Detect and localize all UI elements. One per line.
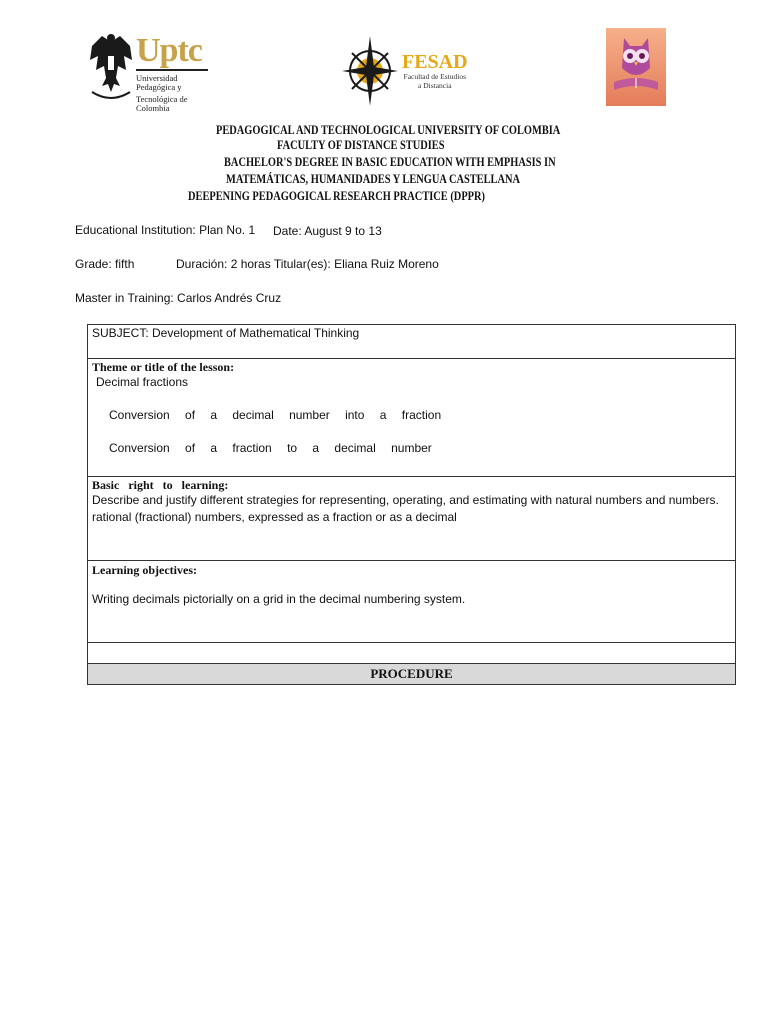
fesad-wordmark: FESAD xyxy=(402,51,468,73)
practice-title: DEEPENING PEDAGOGICAL RESEARCH PRACTICE (DPPR) xyxy=(188,188,485,203)
fesad-subtitle-2: a Distancia xyxy=(418,81,452,90)
basic-right-line-2: rational (fractional) numbers, expressed as a fraction or as a decimal xyxy=(92,510,457,524)
objectives-heading: Learning objectives: xyxy=(92,563,197,577)
theme-row xyxy=(88,359,735,477)
procedure-header: PROCEDURE xyxy=(88,664,735,684)
faculty-title: FACULTY OF DISTANCE STUDIES xyxy=(277,137,445,152)
objectives-row xyxy=(88,561,735,643)
compass-rose-icon xyxy=(340,34,400,108)
theme-heading: Theme or title of the lesson: xyxy=(92,360,235,374)
divider xyxy=(136,69,208,71)
eagle-emblem-icon xyxy=(88,26,134,106)
institution-field: Educational Institution: Plan No. 1 xyxy=(75,223,256,237)
uptc-logo xyxy=(88,26,218,113)
owl-book-logo-icon xyxy=(606,28,666,106)
degree-title: BACHELOR'S DEGREE IN BASIC EDUCATION WITH EMPHASIS IN xyxy=(224,154,556,169)
blank-row xyxy=(88,643,735,664)
basic-right-row xyxy=(88,477,735,561)
date-field: Date: August 9 to 13 xyxy=(273,224,382,238)
master-field: Master in Training: Carlos Andrés Cruz xyxy=(75,291,282,305)
subject-row xyxy=(88,325,735,359)
university-title: PEDAGOGICAL AND TECHNOLOGICAL UNIVERSITY OF COLOMBIA xyxy=(216,122,561,137)
duration-field: Duración: 2 horas Titular(es): Eliana Ruiz Moreno xyxy=(176,257,439,271)
uptc-subtitle-2: Tecnológica de Colombia xyxy=(136,94,188,113)
fesad-subtitle-1: Facultad de Estudios xyxy=(403,72,467,81)
logo-row xyxy=(0,0,768,115)
subject-text: SUBJECT: Development of Mathematical Thinking xyxy=(92,326,360,340)
grade-field: Grade: fifth xyxy=(75,257,135,271)
lesson-plan-table xyxy=(87,324,736,685)
basic-right-line-1: Describe and justify different strategies for representing, operating, and estimating with natural numbers and numbers. xyxy=(92,493,719,507)
basic-right-heading: Basic right to learning: xyxy=(92,478,229,492)
uptc-subtitle-1: Universidad Pedagógica y xyxy=(136,73,182,92)
fesad-logo xyxy=(340,34,470,108)
uptc-wordmark: Uptc xyxy=(136,32,202,69)
theme-title: Decimal fractions xyxy=(96,375,189,389)
emphasis-title: MATEMÁTICAS, HUMANIDADES Y LENGUA CASTELLANA xyxy=(226,171,521,186)
objectives-text: Writing decimals pictorially on a grid in the decimal numbering system. xyxy=(92,592,466,606)
theme-item-1: Conversion of a decimal number into a fraction xyxy=(109,408,442,422)
theme-item-2: Conversion of a fraction to a decimal number xyxy=(109,441,432,455)
